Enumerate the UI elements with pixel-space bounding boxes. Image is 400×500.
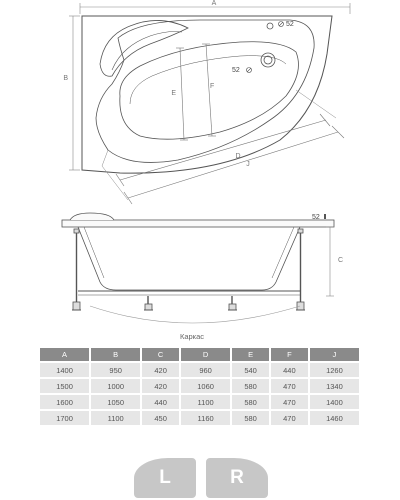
dimension-f-line xyxy=(206,44,215,136)
drain-inner xyxy=(264,56,272,64)
table-cell: 1050 xyxy=(91,395,140,409)
table-cell: 1400 xyxy=(40,363,89,377)
dimension-d-line xyxy=(120,120,326,180)
column-header: A xyxy=(40,348,89,361)
frame-leg xyxy=(228,296,237,310)
dimensions-table xyxy=(38,346,361,427)
fitting-1-label: 52 xyxy=(286,21,294,28)
frame-callout xyxy=(90,306,300,323)
tub-inner-rim xyxy=(96,20,314,162)
frame-label: Каркас xyxy=(179,332,205,341)
overflow-hole xyxy=(267,23,273,29)
left-orientation-label: L xyxy=(159,467,171,488)
table-cell: 540 xyxy=(232,363,269,377)
fitting-2-label: 52 xyxy=(232,67,240,74)
dimension-j-line xyxy=(128,132,338,198)
table-cell: 580 xyxy=(232,395,269,409)
table-header-row xyxy=(40,348,359,361)
side-view xyxy=(62,213,334,323)
table-cell: 450 xyxy=(142,411,179,425)
table-cell: 420 xyxy=(142,379,179,393)
column-header: E xyxy=(232,348,269,361)
table-cell: 1000 xyxy=(91,379,140,393)
table-row xyxy=(40,379,359,393)
right-orientation-badge[interactable] xyxy=(206,458,268,498)
column-header: J xyxy=(310,348,359,361)
dimension-a-label: A xyxy=(211,0,217,7)
table-cell: 950 xyxy=(91,363,140,377)
frame-leg xyxy=(144,296,153,310)
table-cell: 440 xyxy=(271,363,308,377)
fitting-2 xyxy=(232,67,252,74)
table-cell: 580 xyxy=(232,411,269,425)
left-orientation-badge[interactable] xyxy=(134,458,196,498)
frame-leg xyxy=(296,229,305,310)
table-cell: 470 xyxy=(271,379,308,393)
dimension-e-line xyxy=(180,48,184,140)
table-cell: 580 xyxy=(232,379,269,393)
table-cell: 470 xyxy=(271,411,308,425)
dimension-e-label: E xyxy=(171,90,176,97)
fitting-1 xyxy=(279,21,294,28)
tub-rim-side xyxy=(62,220,334,227)
frame-leg xyxy=(72,229,81,310)
table-cell: 1340 xyxy=(310,379,359,393)
table-cell: 1700 xyxy=(40,411,89,425)
table-cell: 960 xyxy=(181,363,230,377)
table-cell: 1400 xyxy=(310,395,359,409)
table-cell: 440 xyxy=(142,395,179,409)
dimension-d-label: D xyxy=(235,153,241,160)
table-cell: 420 xyxy=(142,363,179,377)
dimension-c-label: C xyxy=(338,257,344,264)
table-cell: 1100 xyxy=(91,411,140,425)
right-orientation-label: R xyxy=(230,467,244,488)
table-row xyxy=(40,363,359,377)
table-cell: 1160 xyxy=(181,411,230,425)
column-header: D xyxy=(181,348,230,361)
top-view xyxy=(69,3,350,204)
column-header: B xyxy=(91,348,140,361)
table-cell: 1500 xyxy=(40,379,89,393)
column-header: C xyxy=(142,348,179,361)
table-row xyxy=(40,395,359,409)
table-cell: 1260 xyxy=(310,363,359,377)
table-cell: 1460 xyxy=(310,411,359,425)
fitting-side-label: 52 xyxy=(312,214,320,221)
column-header: F xyxy=(271,348,308,361)
drain-outer xyxy=(261,53,275,67)
table-cell: 1060 xyxy=(181,379,230,393)
tub-body-side xyxy=(78,227,300,290)
table-cell: 1100 xyxy=(181,395,230,409)
table-cell: 470 xyxy=(271,395,308,409)
dimension-b-label: B xyxy=(63,75,68,82)
dimension-j-label: J xyxy=(246,161,250,168)
headrest-side xyxy=(70,213,114,220)
table-cell: 1600 xyxy=(40,395,89,409)
table-row xyxy=(40,411,359,425)
dimension-f-label: F xyxy=(210,83,215,90)
